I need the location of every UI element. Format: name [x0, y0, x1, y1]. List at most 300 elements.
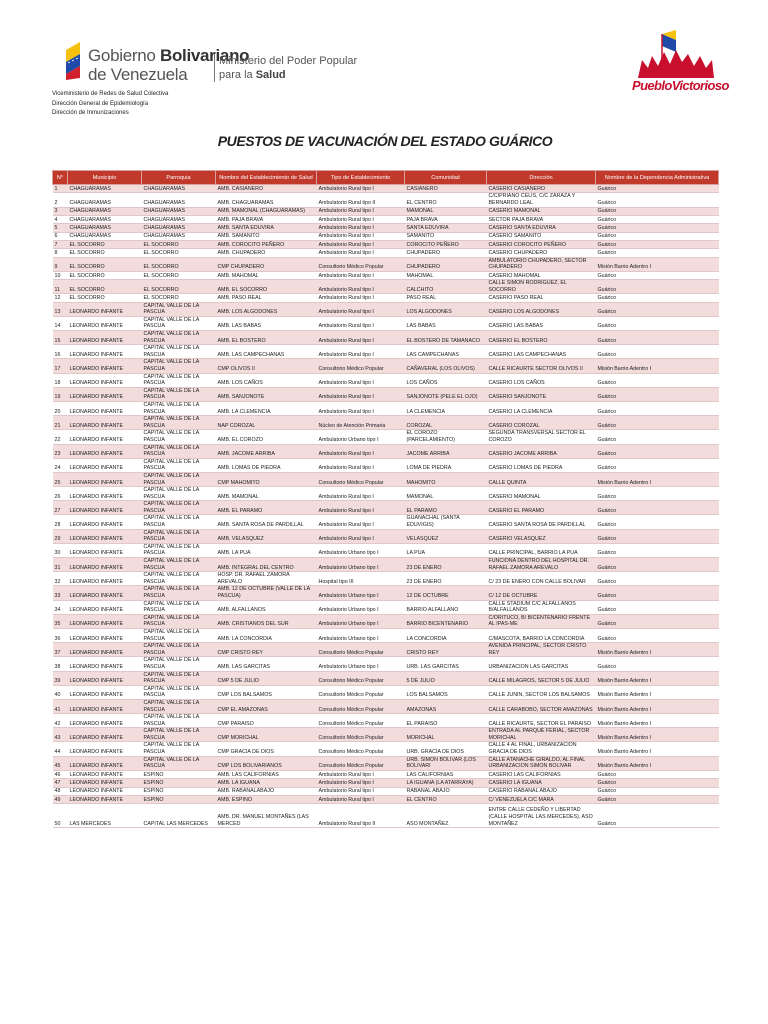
table-cell: LEONARDO INFANTE: [68, 302, 142, 316]
table-cell: LEONARDO INFANTE: [68, 699, 142, 713]
table-row: [53, 543, 719, 557]
table-cell: 7: [53, 240, 68, 248]
table-cell: PASO REAL: [405, 294, 487, 302]
table-cell: CAPITAL VALLE DE LA PASCUA: [142, 728, 216, 742]
table-cell: EL SOCORRO: [68, 280, 142, 294]
table-cell: CASERIO SAMANITO: [487, 232, 596, 240]
table-cell: ESPINO: [142, 795, 216, 803]
table-cell: CASERIO MAHOMAL: [487, 271, 596, 279]
table-cell: LEONARDO INFANTE: [68, 779, 142, 787]
table-cell: LAS CALIFORNIAS: [405, 770, 487, 778]
table-cell: LA IGUANA (LA ATARRAYA): [405, 779, 487, 787]
table-row: [53, 345, 719, 359]
table-cell: CALLE CARABOBO, SECTOR AMAZONAS: [487, 699, 596, 713]
table-cell: AMB. SANTA ROSA DE PARDILLAL: [216, 515, 317, 529]
table-cell: CALLE QUINTA: [487, 472, 596, 486]
table-body: [53, 185, 719, 828]
table-cell: 3: [53, 207, 68, 215]
table-cell: Ambulatorio Rural tipo I: [317, 444, 405, 458]
table-cell: Guárico: [596, 515, 719, 529]
table-row: [53, 207, 719, 215]
table-row: [53, 271, 719, 279]
table-cell: Consultorio Médico Popular: [317, 742, 405, 756]
table-cell: AMB. LOMAS DE PIEDRA: [216, 458, 317, 472]
table-cell: 10: [53, 271, 68, 279]
column-header: Nombre de la Dependencia Administrativa: [596, 171, 719, 185]
table-cell: COROZAL: [405, 416, 487, 430]
table-cell: CHUPADERO: [405, 257, 487, 271]
table-cell: AMB. JACOME ARRIBA: [216, 444, 317, 458]
table-cell: 18: [53, 373, 68, 387]
table-cell: LEONARDO INFANTE: [68, 614, 142, 628]
table-cell: 41: [53, 699, 68, 713]
table-cell: Guárico: [596, 787, 719, 795]
table-cell: Guárico: [596, 401, 719, 415]
table-cell: Ambulatorio Urbano tipo I: [317, 543, 405, 557]
table-cell: Ambulatorio Rural tipo I: [317, 787, 405, 795]
table-cell: AMB. LA CONCORDIA: [216, 628, 317, 642]
table-cell: CASERIO MAMONAL: [487, 487, 596, 501]
table-cell: Guárico: [596, 795, 719, 803]
table-cell: CHAGUARAMAS: [142, 207, 216, 215]
table-cell: Misión Barrio Adentro I: [596, 742, 719, 756]
table-cell: AMB. ALFALLANOS: [216, 600, 317, 614]
table-cell: CAPITAL VALLE DE LA PASCUA: [142, 430, 216, 444]
table-cell: CASERIO EL PARAMO: [487, 501, 596, 515]
table-cell: Ambulatorio Rural tipo I: [317, 249, 405, 257]
table-cell: AMB. PAJA BRAVA: [216, 215, 317, 223]
table-cell: CAPITAL VALLE DE LA PASCUA: [142, 628, 216, 642]
table-cell: Misión Barrio Adentro I: [596, 756, 719, 770]
table-cell: C/ 23 DE ENERO CON CALLE BOLIVAR: [487, 572, 596, 586]
table-cell: AMB. LAS GARCITAS: [216, 657, 317, 671]
table-cell: CASERIO COROCITO PEÑERO: [487, 240, 596, 248]
table-cell: AMB. LOS ALGODONES: [216, 302, 317, 316]
table-cell: CMP CHUPADERO: [216, 257, 317, 271]
table-cell: CASERIO SANTA ROSA DE PARDILLAL: [487, 515, 596, 529]
table-cell: Ambulatorio Rural tipo I: [317, 401, 405, 415]
table-cell: Guárico: [596, 193, 719, 207]
table-cell: AMB. LA PUA: [216, 543, 317, 557]
table-cell: Guárico: [596, 185, 719, 193]
table-row: [53, 742, 719, 756]
table-cell: 5 DE JULIO: [405, 671, 487, 685]
table-cell: EL CENTRO: [405, 795, 487, 803]
table-cell: LEONARDO INFANTE: [68, 728, 142, 742]
table-cell: CHAGUARAMAS: [68, 215, 142, 223]
table-row: [53, 628, 719, 642]
table-cell: 23: [53, 444, 68, 458]
table-cell: CAPITAL VALLE DE LA PASCUA: [142, 331, 216, 345]
table-cell: Ambulatorio Rural tipo I: [317, 331, 405, 345]
table-row: [53, 804, 719, 828]
table-cell: Guárico: [596, 487, 719, 501]
table-cell: Guárico: [596, 345, 719, 359]
table-cell: LAS MERCEDES: [68, 804, 142, 828]
table-cell: Misión Barrio Adentro I: [596, 671, 719, 685]
department-line: Dirección de Inmunizaciones: [52, 110, 129, 117]
table-cell: EL CENTRO: [405, 193, 487, 207]
table-row: [53, 359, 719, 373]
table-cell: Ambulatorio Rural tipo I: [317, 458, 405, 472]
table-cell: Ambulatorio Rural tipo I: [317, 280, 405, 294]
table-cell: 1: [53, 185, 68, 193]
table-cell: CAPITAL VALLE DE LA PASCUA: [142, 756, 216, 770]
table-cell: AMB. DR. MANUEL MONTAÑES (LAS MERCED: [216, 804, 317, 828]
table-cell: Misión Barrio Adentro I: [596, 728, 719, 742]
table-cell: AMB. EL SOCORRO: [216, 280, 317, 294]
table-cell: Ambulatorio Urbano tipo I: [317, 430, 405, 444]
table-cell: Ambulatorio Rural tipo I: [317, 345, 405, 359]
table-cell: Guárico: [596, 271, 719, 279]
table-cell: CALLE SIMON RODRIGUEZ, EL SOCORRO: [487, 280, 596, 294]
table-cell: CAPITAL VALLE DE LA PASCUA: [142, 515, 216, 529]
table-cell: EL BOSTERO DE TAMANACO: [405, 331, 487, 345]
table-cell: 16: [53, 345, 68, 359]
table-cell: Ambulatorio Rural tipo I: [317, 387, 405, 401]
table-cell: AMB. MAMONAL: [216, 487, 317, 501]
table-cell: GUANACHAL (SANTA EDUVIGIS): [405, 515, 487, 529]
table-header-row: [53, 171, 719, 185]
table-cell: Ambulatorio Rural tipo I: [317, 501, 405, 515]
table-cell: 37: [53, 643, 68, 657]
table-cell: CMP OLIVOS II: [216, 359, 317, 373]
table-row: [53, 472, 719, 486]
table-cell: 33: [53, 586, 68, 600]
table-cell: CAPITAL VALLE DE LA PASCUA: [142, 387, 216, 401]
table-cell: CRISTO REY: [405, 643, 487, 657]
table-cell: 34: [53, 600, 68, 614]
table-cell: CHAGUARAMAS: [142, 185, 216, 193]
table-cell: AMB. PASO REAL: [216, 294, 317, 302]
table-cell: URB. SIMON BOLIVAR (LOS BOLIVARI: [405, 756, 487, 770]
table-cell: LOS BALSAMOS: [405, 685, 487, 699]
table-row: [53, 614, 719, 628]
table-cell: CAPITAL VALLE DE LA PASCUA: [142, 529, 216, 543]
pueblo-victorioso-emblem-icon: [632, 30, 718, 80]
table-cell: LOMA DE PIEDRA: [405, 458, 487, 472]
table-cell: LEONARDO INFANTE: [68, 501, 142, 515]
table-cell: CASERIO RABANAL ABAJO: [487, 787, 596, 795]
table-cell: CASERIO SANJONOTE: [487, 387, 596, 401]
table-cell: LOS ALGODONES: [405, 302, 487, 316]
table-row: [53, 600, 719, 614]
table-cell: 9: [53, 257, 68, 271]
table-row: [53, 373, 719, 387]
table-cell: Ambulatorio Urbano tipo I: [317, 586, 405, 600]
table-cell: CHAGUARAMAS: [142, 232, 216, 240]
table-cell: CAPITAL VALLE DE LA PASCUA: [142, 543, 216, 557]
table-cell: LEONARDO INFANTE: [68, 331, 142, 345]
table-cell: 36: [53, 628, 68, 642]
table-cell: Ambulatorio Urbano tipo I: [317, 657, 405, 671]
table-cell: Ambulatorio Rural tipo I: [317, 271, 405, 279]
table-cell: CAPITAL VALLE DE LA PASCUA: [142, 359, 216, 373]
table-row: [53, 280, 719, 294]
table-cell: 29: [53, 529, 68, 543]
table-cell: CASERIO PASO REAL: [487, 294, 596, 302]
table-cell: LEONARDO INFANTE: [68, 742, 142, 756]
table-cell: Consultorio Médico Popular: [317, 257, 405, 271]
table-cell: CAPITAL VALLE DE LA PASCUA: [142, 558, 216, 572]
table-cell: SAMANITO: [405, 232, 487, 240]
table-cell: CASERIO SANTA EDUVIRA: [487, 224, 596, 232]
table-cell: Guárico: [596, 444, 719, 458]
venezuela-flag-icon: [62, 40, 88, 80]
table-cell: 38: [53, 657, 68, 671]
table-cell: Ambulatorio Rural tipo I: [317, 795, 405, 803]
table-cell: AMB. CRISTIANOS DEL SUR: [216, 614, 317, 628]
column-header: Tipo de Establecimiento: [317, 171, 405, 185]
table-cell: CAPITAL VALLE DE LA PASCUA: [142, 416, 216, 430]
table-cell: 32: [53, 572, 68, 586]
table-cell: AMB. LAS CALIFORNIAS: [216, 770, 317, 778]
table-cell: Ambulatorio Rural tipo II: [317, 804, 405, 828]
table-cell: FUNCIONA DENTRO DEL HOSPITAL DR. RAFAEL ZAMORA AREVALO: [487, 558, 596, 572]
table-cell: Guárico: [596, 240, 719, 248]
table-cell: AMB. VELASQUEZ: [216, 529, 317, 543]
table-cell: NAP COROZAL: [216, 416, 317, 430]
table-cell: LEONARDO INFANTE: [68, 600, 142, 614]
table-cell: Consultorio Médico Popular: [317, 728, 405, 742]
table-cell: 46: [53, 770, 68, 778]
table-cell: Consultorio Médico Popular: [317, 671, 405, 685]
table-cell: 12 DE OCTUBRE: [405, 586, 487, 600]
venezuela-text: de Venezuela: [88, 65, 188, 84]
table-cell: CAPITAL VALLE DE LA PASCUA: [142, 742, 216, 756]
table-cell: CHAGUARAMAS: [68, 224, 142, 232]
table-cell: Guárico: [596, 558, 719, 572]
table-cell: EL SOCORRO: [142, 240, 216, 248]
table-cell: SEGUNDA TRANSVERSAL SECTOR EL COROZO: [487, 430, 596, 444]
table-cell: CASERIO EL BOSTERO: [487, 331, 596, 345]
table-cell: Guárico: [596, 779, 719, 787]
table-cell: EL SOCORRO: [142, 249, 216, 257]
table-cell: Misión Barrio Adentro I: [596, 359, 719, 373]
table-cell: Guárico: [596, 249, 719, 257]
table-cell: CAPITAL VALLE DE LA PASCUA: [142, 657, 216, 671]
table-cell: AMB. COROCITO PEÑERO: [216, 240, 317, 248]
table-cell: Ambulatorio Rural tipo I: [317, 232, 405, 240]
table-cell: LEONARDO INFANTE: [68, 401, 142, 415]
table-cell: CASERIO LOMAS DE PIEDRA: [487, 458, 596, 472]
table-cell: CMP LOS BALSAMOS: [216, 685, 317, 699]
table-cell: CAÑAVERAL (LOS OLIVOS): [405, 359, 487, 373]
table-cell: Ambulatorio Rural tipo I: [317, 302, 405, 316]
table-cell: Ambulatorio Rural tipo I: [317, 294, 405, 302]
table-cell: AMB. EL BOSTERO: [216, 331, 317, 345]
table-cell: LEONARDO INFANTE: [68, 487, 142, 501]
table-cell: 43: [53, 728, 68, 742]
table-cell: CAPITAL VALLE DE LA PASCUA: [142, 714, 216, 728]
table-cell: C/MASCOTA, BARRIO LA CONCORDIA: [487, 628, 596, 642]
table-cell: AMB. LA CLEMENCIA: [216, 401, 317, 415]
table-cell: EL SOCORRO: [142, 294, 216, 302]
table-cell: CHAGUARAMAS: [68, 207, 142, 215]
table-row: [53, 487, 719, 501]
table-cell: AMB. ESPINO: [216, 795, 317, 803]
table-cell: 25: [53, 472, 68, 486]
table-cell: ENTRE CALLE CEDEÑO Y LIBERTAD (CALLE HOSPITAL LAS MERCEDES). ASO MONTAÑEZ: [487, 804, 596, 828]
table-cell: Núcleo de Atención Primaria: [317, 416, 405, 430]
table-cell: VELASQUEZ: [405, 529, 487, 543]
table-row: [53, 302, 719, 316]
table-cell: CALCHITO: [405, 280, 487, 294]
document-title: PUESTOS DE VACUNACIÓN DEL ESTADO GUÁRICO: [217, 133, 553, 149]
table-cell: 48: [53, 787, 68, 795]
table-cell: CMP GRACIA DE DIOS: [216, 742, 317, 756]
table-row: [53, 657, 719, 671]
ministry-line-1: Ministerio del Poder Popular: [219, 55, 358, 67]
table-cell: Ambulatorio Rural tipo I: [317, 224, 405, 232]
table-cell: 45: [53, 756, 68, 770]
table-cell: Guárico: [596, 586, 719, 600]
table-cell: EL SOCORRO: [142, 271, 216, 279]
table-cell: CALLE RICAURTE, SECTOR EL PARAISO: [487, 714, 596, 728]
table-cell: EL SOCORRO: [68, 271, 142, 279]
table-cell: Consultorio Médico Popular: [317, 643, 405, 657]
table-cell: SECTOR PAJA BRAVA: [487, 215, 596, 223]
table-row: [53, 643, 719, 657]
table-cell: C/ VENEZUELA C/C MARA: [487, 795, 596, 803]
table-cell: CAPITAL VALLE DE LA PASCUA: [142, 685, 216, 699]
table-row: [53, 770, 719, 778]
table-cell: Guárico: [596, 215, 719, 223]
table-cell: 17: [53, 359, 68, 373]
table-cell: CALLE STADIUM C/C ALFALLANOS B/ALFALLANOS: [487, 600, 596, 614]
table-cell: CAPITAL VALLE DE LA PASCUA: [142, 572, 216, 586]
table-cell: LEONARDO INFANTE: [68, 657, 142, 671]
table-cell: EL COROZO (PARCELAMIENTO): [405, 430, 487, 444]
table-row: [53, 331, 719, 345]
table-cell: CASIANERO: [405, 185, 487, 193]
table-row: [53, 193, 719, 207]
table-cell: LEONARDO INFANTE: [68, 387, 142, 401]
table-cell: Consultorio Médico Popular: [317, 714, 405, 728]
table-cell: LA CONCORDIA: [405, 628, 487, 642]
table-cell: CASERIO MAMONAL: [487, 207, 596, 215]
table-row: [53, 501, 719, 515]
table-row: [53, 430, 719, 444]
table-cell: LEONARDO INFANTE: [68, 628, 142, 642]
table-cell: URB. LAS GARCITAS: [405, 657, 487, 671]
table-cell: Hospital tipo III: [317, 572, 405, 586]
table-cell: 35: [53, 614, 68, 628]
table-cell: BARRIO BICENTENARIO: [405, 614, 487, 628]
table-cell: SANTA EDUVIRA: [405, 224, 487, 232]
table-cell: 50: [53, 804, 68, 828]
table-cell: CALLE 4 AL FINAL, URBANIZACION GRACIA DE DIOS: [487, 742, 596, 756]
table-row: [53, 671, 719, 685]
table-cell: Consultorio Médico Popular: [317, 359, 405, 373]
table-cell: C/ 12 DE OCTUBRE: [487, 586, 596, 600]
table-cell: LEONARDO INFANTE: [68, 643, 142, 657]
table-cell: LEONARDO INFANTE: [68, 529, 142, 543]
table-row: [53, 529, 719, 543]
table-cell: LEONARDO INFANTE: [68, 787, 142, 795]
table-cell: ESPINO: [142, 787, 216, 795]
table-cell: ESPINO: [142, 770, 216, 778]
table-cell: Guárico: [596, 804, 719, 828]
table-cell: LEONARDO INFANTE: [68, 373, 142, 387]
table-cell: 4: [53, 215, 68, 223]
table-cell: CALLE MILAGROS, SECTOR 5 DE JULIO: [487, 671, 596, 685]
table-cell: AMB. MAHOMAL: [216, 271, 317, 279]
table-cell: LOS CAÑOS: [405, 373, 487, 387]
table-cell: 40: [53, 685, 68, 699]
table-cell: CAPITAL VALLE DE LA PASCUA: [142, 643, 216, 657]
column-header: Nombre del Establecimiento de Salud: [216, 171, 317, 185]
table-cell: CAPITAL VALLE DE LA PASCUA: [142, 458, 216, 472]
table-cell: CAPITAL VALLE DE LA PASCUA: [142, 671, 216, 685]
table-cell: LA CLEMENCIA: [405, 401, 487, 415]
ministry-line-2: para la Salud: [219, 69, 286, 81]
table-cell: CHAGUARAMAS: [142, 224, 216, 232]
table-cell: 20: [53, 401, 68, 415]
table-cell: Guárico: [596, 572, 719, 586]
table-cell: MAMONAL: [405, 487, 487, 501]
table-cell: CALLE RICAURTE SECTOR OLIVOS II: [487, 359, 596, 373]
table-cell: AMB. INTEGRAL DEL CENTRO: [216, 558, 317, 572]
pueblo-victorioso-text: PuebloVictorioso: [632, 78, 729, 93]
table-cell: Guárico: [596, 458, 719, 472]
table-cell: Misión Barrio Adentro I: [596, 699, 719, 713]
table-row: [53, 294, 719, 302]
table-cell: LEONARDO INFANTE: [68, 515, 142, 529]
issuing-departments: [52, 90, 168, 119]
table-cell: LEONARDO INFANTE: [68, 586, 142, 600]
table-cell: CMP PARAISO: [216, 714, 317, 728]
table-cell: Guárico: [596, 543, 719, 557]
table-cell: AMB. EL PARAMO: [216, 501, 317, 515]
table-cell: Consultorio Médico Popular: [317, 472, 405, 486]
table-cell: CALLE ATANACHE GIRALDO, AL FINAL URBANIZACION SIMON BOLIVAR: [487, 756, 596, 770]
table-cell: PAJA BRAVA: [405, 215, 487, 223]
table-cell: EL SOCORRO: [68, 257, 142, 271]
table-cell: AMB. LAS BABAS: [216, 316, 317, 330]
table-cell: CASERIO CHUPADERO: [487, 249, 596, 257]
table-cell: CMP MAHOMITO: [216, 472, 317, 486]
table-cell: CASERIO LOS CAÑOS: [487, 373, 596, 387]
table-cell: Guárico: [596, 224, 719, 232]
table-row: [53, 685, 719, 699]
table-cell: 14: [53, 316, 68, 330]
table-cell: Ambulatorio Rural tipo I: [317, 185, 405, 193]
table-cell: Ambulatorio Urbano tipo I: [317, 628, 405, 642]
table-cell: CASERIO LA CLEMENCIA: [487, 401, 596, 415]
table-cell: 39: [53, 671, 68, 685]
table-cell: LEONARDO INFANTE: [68, 714, 142, 728]
table-row: [53, 257, 719, 271]
table-row: [53, 572, 719, 586]
table-cell: Guárico: [596, 294, 719, 302]
table-cell: AMAZONAS: [405, 699, 487, 713]
table-cell: CAPITAL VALLE DE LA PASCUA: [142, 302, 216, 316]
table-row: [53, 224, 719, 232]
table-cell: CMP MORICHAL: [216, 728, 317, 742]
table-cell: LEONARDO INFANTE: [68, 572, 142, 586]
table-row: [53, 756, 719, 770]
department-line: Viceministerio de Redes de Salud Colectiva: [52, 91, 169, 97]
table-cell: EL PARAMO: [405, 501, 487, 515]
table-cell: 42: [53, 714, 68, 728]
table-cell: Consultorio Médico Popular: [317, 685, 405, 699]
table-cell: CMP EL AMAZONAS: [216, 699, 317, 713]
table-row: [53, 416, 719, 430]
table-cell: Guárico: [596, 316, 719, 330]
table-cell: Ambulatorio Rural tipo I: [317, 770, 405, 778]
table-cell: AMB. RABANALABAJO: [216, 787, 317, 795]
